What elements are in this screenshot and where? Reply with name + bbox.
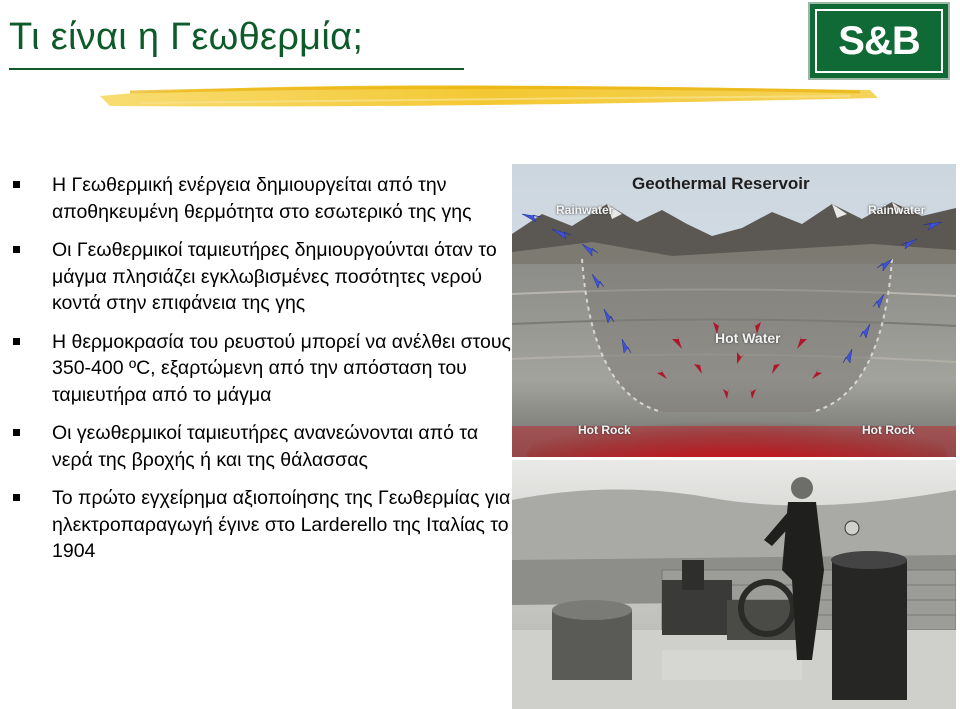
diagram-title: Geothermal Reservoir bbox=[632, 174, 810, 193]
historical-photo-illustration bbox=[512, 460, 956, 709]
bullet-item bbox=[13, 237, 513, 317]
larderello-historical-photo bbox=[512, 460, 956, 709]
bullet-square-icon bbox=[13, 429, 20, 436]
bullet-square-icon bbox=[13, 494, 20, 501]
bullet-list bbox=[13, 172, 513, 577]
bullet-text: Οι γεωθερμικοί ταμιευτήρες ανανεώνονται από τα νερά της βροχής ή και της θάλασσας bbox=[52, 422, 479, 471]
slide-title: Τι είναι η Γεωθερμία; bbox=[9, 16, 364, 58]
hot-rock-label-left: Hot Rock bbox=[578, 423, 631, 437]
sb-logo bbox=[808, 2, 950, 80]
bullet-item bbox=[13, 485, 513, 565]
bullet-text: Η θερμοκρασία του ρευστού μπορεί να ανέλθει στους 350-400 ºC, εξαρτώμενη από την απόσταση του ταμιευτήρα από το μάγμα bbox=[52, 330, 511, 406]
bullet-text: Οι Γεωθερμικοί ταμιευτήρες δημιουργούνται όταν το μάγμα πλησιάζει εγκλωβισμένες ποσότητες νερού κοντά στην επιφάνεια της γης bbox=[52, 239, 497, 314]
rainwater-label-left: Rainwater bbox=[556, 203, 614, 217]
bullet-item bbox=[13, 420, 513, 473]
hot-rock-label-right: Hot Rock bbox=[862, 423, 915, 437]
yellow-brush-stroke bbox=[0, 78, 900, 118]
logo-text: S&B bbox=[838, 19, 920, 63]
bullet-text: Η Γεωθερμική ενέργεια δημιουργείται από την αποθηκευμένη θερμότητα στο εσωτερικό της γης bbox=[52, 174, 472, 223]
bullet-square-icon bbox=[13, 246, 20, 253]
bullet-square-icon bbox=[13, 338, 20, 345]
bullet-square-icon bbox=[13, 181, 20, 188]
rainwater-label-right: Rainwater bbox=[868, 203, 926, 217]
hot-water-label: Hot Water bbox=[715, 330, 781, 346]
bullet-text: Το πρώτο εγχείρημα αξιοποίησης της Γεωθερμίας για ηλεκτροπαραγωγή έγινε στο Larderello της Ιταλίας το 1904 bbox=[52, 487, 511, 562]
geothermal-reservoir-diagram bbox=[512, 164, 956, 457]
bullet-item bbox=[13, 172, 513, 225]
bullet-item bbox=[13, 329, 513, 409]
title-underline bbox=[9, 68, 464, 70]
